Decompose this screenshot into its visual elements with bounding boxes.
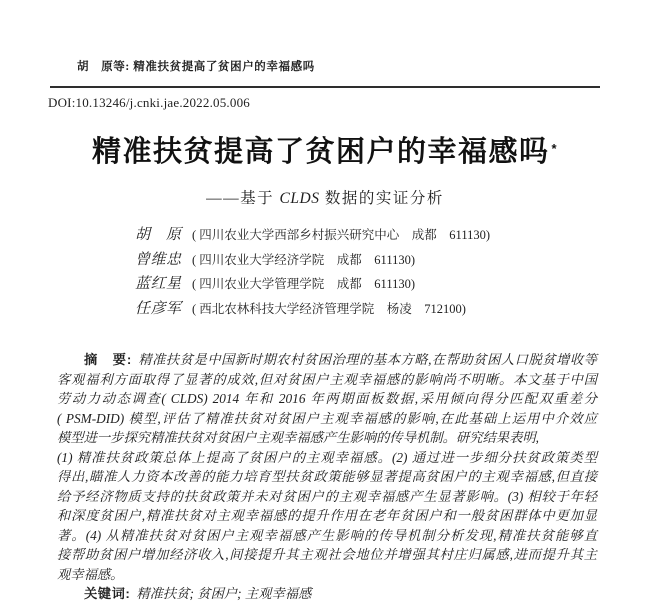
abstract-line-text: 精准扶贫是中国新时期农村贫困治理的基本方略,在帮助贫困人口脱贫增收等 (137, 352, 597, 367)
article-title-text: 精准扶贫提高了贫困户的幸福感吗 (91, 136, 550, 168)
abstract-line: 观幸福感。 (57, 566, 124, 582)
abstract-label: 摘 要: (84, 352, 132, 367)
abstract-line: 劳动力动态调查( CLDS) 2014 年和 2016 年两期面板数据,采用倾向得分匹配双重差分 (57, 391, 597, 406)
keywords-line (57, 584, 597, 604)
subtitle-acronym: CLDS (279, 190, 320, 207)
keywords-label: 关键词: (84, 586, 131, 601)
author-name: 任彦军 (135, 301, 182, 318)
author-affiliation: ( 四川农业大学管理学院 成都 611130) (192, 277, 416, 292)
title-footnote-mark: * (551, 141, 559, 156)
article-title (0, 135, 650, 169)
article-subtitle (0, 189, 650, 209)
author-affiliation: ( 西北农林科技大学经济管理学院 杨凌 712100) (192, 302, 466, 317)
subtitle-prefix: ——基于 (206, 190, 280, 207)
abstract-line: 接帮助贫困户增加经济收入,间接提升其主观社会地位并增强其村庄归属感,进而提升其主 (57, 547, 597, 562)
abstract-line: 客观福利方面取得了显著的成效,但对贫困户主观幸福感的影响尚不明晰。本文基于中国 (57, 371, 597, 387)
doi-text: DOI:10.13246/j.cnki.jae.2022.05.006 (48, 95, 250, 110)
author-list (135, 223, 490, 322)
author-row (135, 248, 490, 273)
abstract-line: 和深度贫困户,精准扶贫对主观幸福感的提升作用在老年贫困户和一般贫困群体中更加显 (57, 508, 597, 523)
author-row (135, 297, 490, 322)
header-divider-rule (50, 86, 600, 88)
abstract-line: 得出,瞄准人力资本改善的能力培育型扶贫政策能够显著提高贫困户的主观幸福感,但直接 (57, 469, 597, 484)
author-row (135, 223, 490, 248)
author-name: 蓝红星 (135, 276, 182, 293)
running-head: 胡 原等: 精准扶贫提高了贫困户的幸福感吗 (77, 61, 315, 73)
abstract-line: 著。(4) 从精准扶贫对贫困户主观幸福感产生影响的传导机制分析发现,精准扶贫能够直 (57, 527, 597, 543)
keywords-text: 精准扶贫; 贫困户; 主观幸福感 (136, 586, 312, 601)
abstract-block (57, 350, 597, 604)
author-affiliation: ( 四川农业大学经济学院 成都 611130) (192, 252, 416, 267)
abstract-line: 模型进一步探究精准扶贫对贫困户主观幸福感产生影响的传导机制。研究结果表明, (57, 430, 540, 445)
abstract-line: (1) 精准扶贫政策总体上提高了贫困户的主观幸福感。(2) 通过进一步细分扶贫政策类型 (57, 449, 597, 465)
abstract-line: ( PSM-DID) 模型,评估了精准扶贫对贫困户主观幸福感的影响,在此基础上运用中介效应 (57, 410, 597, 426)
author-name: 曾维忠 (135, 251, 182, 268)
author-affiliation: ( 四川农业大学西部乡村振兴研究中心 成都 611130) (192, 228, 491, 242)
author-name: 胡 原 (135, 227, 182, 243)
abstract-line: 给予经济物质支持的扶贫政策并未对贫困户的主观幸福感产生显著影响。(3) 相较于年轻 (57, 488, 597, 504)
subtitle-suffix: 数据的实证分析 (319, 190, 444, 207)
author-row (135, 272, 490, 297)
abstract-line (57, 350, 597, 370)
